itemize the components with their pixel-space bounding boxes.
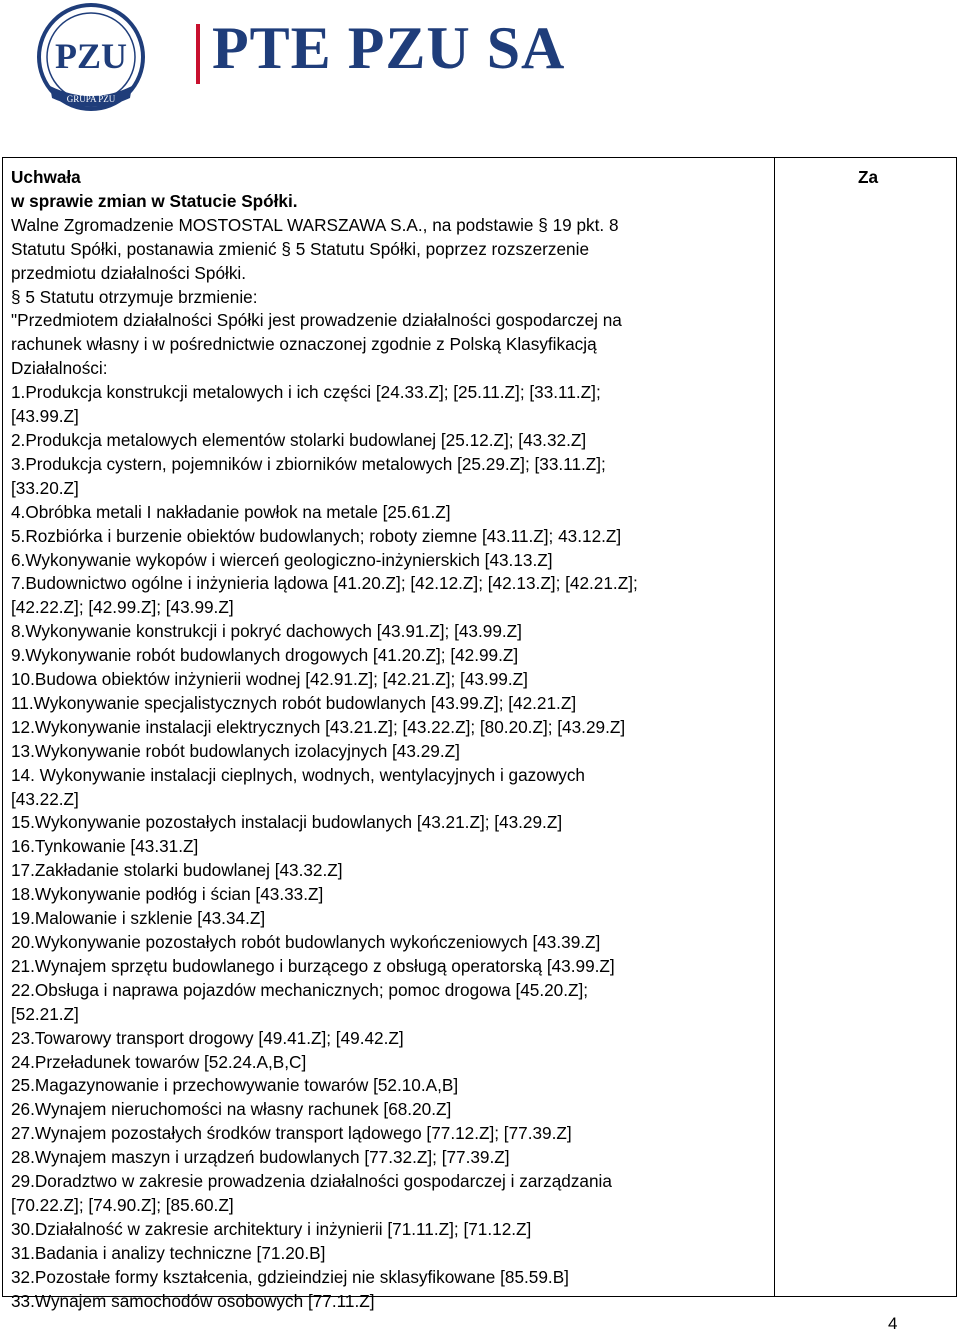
list-item: 33.Wynajem samochodów osobowych [77.11.Z]: [11, 1290, 375, 1311]
list-item: 29.Doradztwo w zakresie prowadzenia działalności gospodarczej i zarządzania: [11, 1171, 612, 1192]
resolution-text-cell: [11, 166, 769, 1314]
wording-line: "Przedmiotem działalności Spółki jest prowadzenie działalności gospodarczej na: [11, 310, 622, 331]
list-item: 28.Wynajem maszyn i urządzeń budowlanych [77.32.Z]; [77.39.Z]: [11, 1147, 510, 1168]
intro-paragraph: [11, 214, 769, 286]
wording-line: Działalności:: [11, 358, 108, 379]
list-item: 6.Wykonywanie wykopów i wierceń geologiczno-inżynierskich [43.13.Z]: [11, 549, 553, 570]
list-item: [52.21.Z]: [11, 1003, 79, 1024]
resolution-table: [2, 157, 957, 1311]
list-item: 16.Tynkowanie [43.31.Z]: [11, 836, 199, 857]
list-item: [43.99.Z]: [11, 406, 79, 427]
wording-line: § 5 Statutu otrzymuje brzmienie:: [11, 286, 258, 307]
list-item: 9.Wykonywanie robót budowlanych drogowych [41.20.Z]; [42.99.Z]: [11, 645, 519, 666]
list-item: 27.Wynajem pozostałych środków transport lądowego [77.12.Z]; [77.39.Z]: [11, 1123, 572, 1144]
page-number: 4: [888, 1314, 898, 1333]
list-item: [42.22.Z]; [42.99.Z]; [43.99.Z]: [11, 597, 234, 618]
list-item: 4.Obróbka metali I nakładanie powłok na metale [25.61.Z]: [11, 501, 451, 522]
list-item: 26.Wynajem nieruchomości na własny rachunek [68.20.Z]: [11, 1099, 452, 1120]
new-wording-paragraph: [11, 286, 769, 382]
vote-label: Za: [857, 167, 879, 187]
resolution-subject: w sprawie zmian w Statucie Spółki.: [11, 190, 298, 211]
list-item: [43.22.Z]: [11, 788, 79, 809]
list-item: 18.Wykonywanie podłóg i ścian [43.33.Z]: [11, 884, 324, 905]
list-item: 22.Obsługa i naprawa pojazdów mechanicznych; pomoc drogowa [45.20.Z];: [11, 979, 589, 1000]
list-item: 17.Zakładanie stolarki budowlanej [43.32.Z]: [11, 860, 343, 881]
list-item: 25.Magazynowanie i przechowywanie towarów [52.10.A,B]: [11, 1075, 459, 1096]
list-item: 20.Wykonywanie pozostałych robót budowlanych wykończeniowych [43.39.Z]: [11, 932, 601, 952]
list-item: 5.Rozbiórka i burzenie obiektów budowlanych; roboty ziemne [43.11.Z]; 43.12.Z]: [11, 525, 622, 546]
list-item: 3.Produkcja cystern, pojemników i zbiorników metalowych [25.29.Z]; [33.11.Z];: [11, 453, 606, 474]
resolution-title: Uchwała: [11, 167, 81, 187]
activity-list: [11, 381, 769, 1313]
wording-line: rachunek własny i w pośrednictwie oznaczonej zgodnie z Polską Klasyfikacją: [11, 334, 597, 355]
vote-cell: [783, 166, 953, 190]
list-item: [33.20.Z]: [11, 477, 79, 498]
list-item: 13.Wykonywanie robót budowlanych izolacyjnych [43.29.Z]: [11, 740, 460, 761]
column-divider: [774, 158, 775, 1296]
intro-line: Statutu Spółki, postanawia zmienić § 5 Statutu Spółki, poprzez rozszerzenie: [11, 238, 589, 259]
list-item: 24.Przeładunek towarów [52.24.A,B,C]: [11, 1051, 307, 1072]
list-item: 1.Produkcja konstrukcji metalowych i ich części [24.33.Z]; [25.11.Z]; [33.11.Z];: [11, 382, 601, 403]
list-item: [70.22.Z]; [74.90.Z]; [85.60.Z]: [11, 1194, 234, 1215]
list-item: 21.Wynajem sprzętu budowlanego i burzącego z obsługą operatorską [43.99.Z]: [11, 955, 615, 976]
pzu-seal-logo: [20, 2, 162, 114]
list-item: 7.Budownictwo ogólne i inżynieria lądowa [41.20.Z]; [42.12.Z]; [42.13.Z]; [42.21.Z];: [11, 573, 638, 594]
list-item: 23.Towarowy transport drogowy [49.41.Z]; [49.42.Z]: [11, 1027, 404, 1048]
intro-line: przedmiotu działalności Spółki.: [11, 262, 247, 283]
svg-text:GRUPA PZU: GRUPA PZU: [66, 94, 116, 104]
list-item: 30.Działalność w zakresie architektury i inżynierii [71.11.Z]; [71.12.Z]: [11, 1218, 532, 1239]
list-item: 19.Malowanie i szklenie [43.34.Z]: [11, 908, 266, 929]
page-header: [20, 0, 720, 112]
brand-wordmark: PTE PZU SA: [212, 15, 566, 81]
intro-line: Walne Zgromadzenie MOSTOSTAL WARSZAWA S.A., na podstawie § 19 pkt. 8: [11, 214, 619, 235]
list-item: 8.Wykonywanie konstrukcji i pokryć dachowych [43.91.Z]; [43.99.Z]: [11, 621, 522, 642]
list-item: 10.Budowa obiektów inżynierii wodnej [42.91.Z]; [42.21.Z]; [43.99.Z]: [11, 669, 528, 690]
list-item: 15.Wykonywanie pozostałych instalacji budowlanych [43.21.Z]; [43.29.Z]: [11, 812, 563, 833]
list-item: 32.Pozostałe formy kształcenia, gdzieindziej nie sklasyfikowane [85.59.B]: [11, 1266, 569, 1287]
list-item: 31.Badania i analizy techniczne [71.20.B]: [11, 1242, 326, 1263]
list-item: 14. Wykonywanie instalacji cieplnych, wodnych, wentylacyjnych i gazowych: [11, 764, 585, 785]
list-item: 12.Wykonywanie instalacji elektrycznych [43.21.Z]; [43.22.Z]; [80.20.Z]; [43.29.Z]: [11, 716, 626, 737]
list-item: 2.Produkcja metalowych elementów stolarki budowlanej [25.12.Z]; [43.32.Z]: [11, 429, 587, 450]
list-item: 11.Wykonywanie specjalistycznych robót budowlanych [43.99.Z]; [42.21.Z]: [11, 692, 577, 713]
logo-divider: [196, 24, 200, 84]
svg-text:PZU: PZU: [55, 36, 127, 76]
